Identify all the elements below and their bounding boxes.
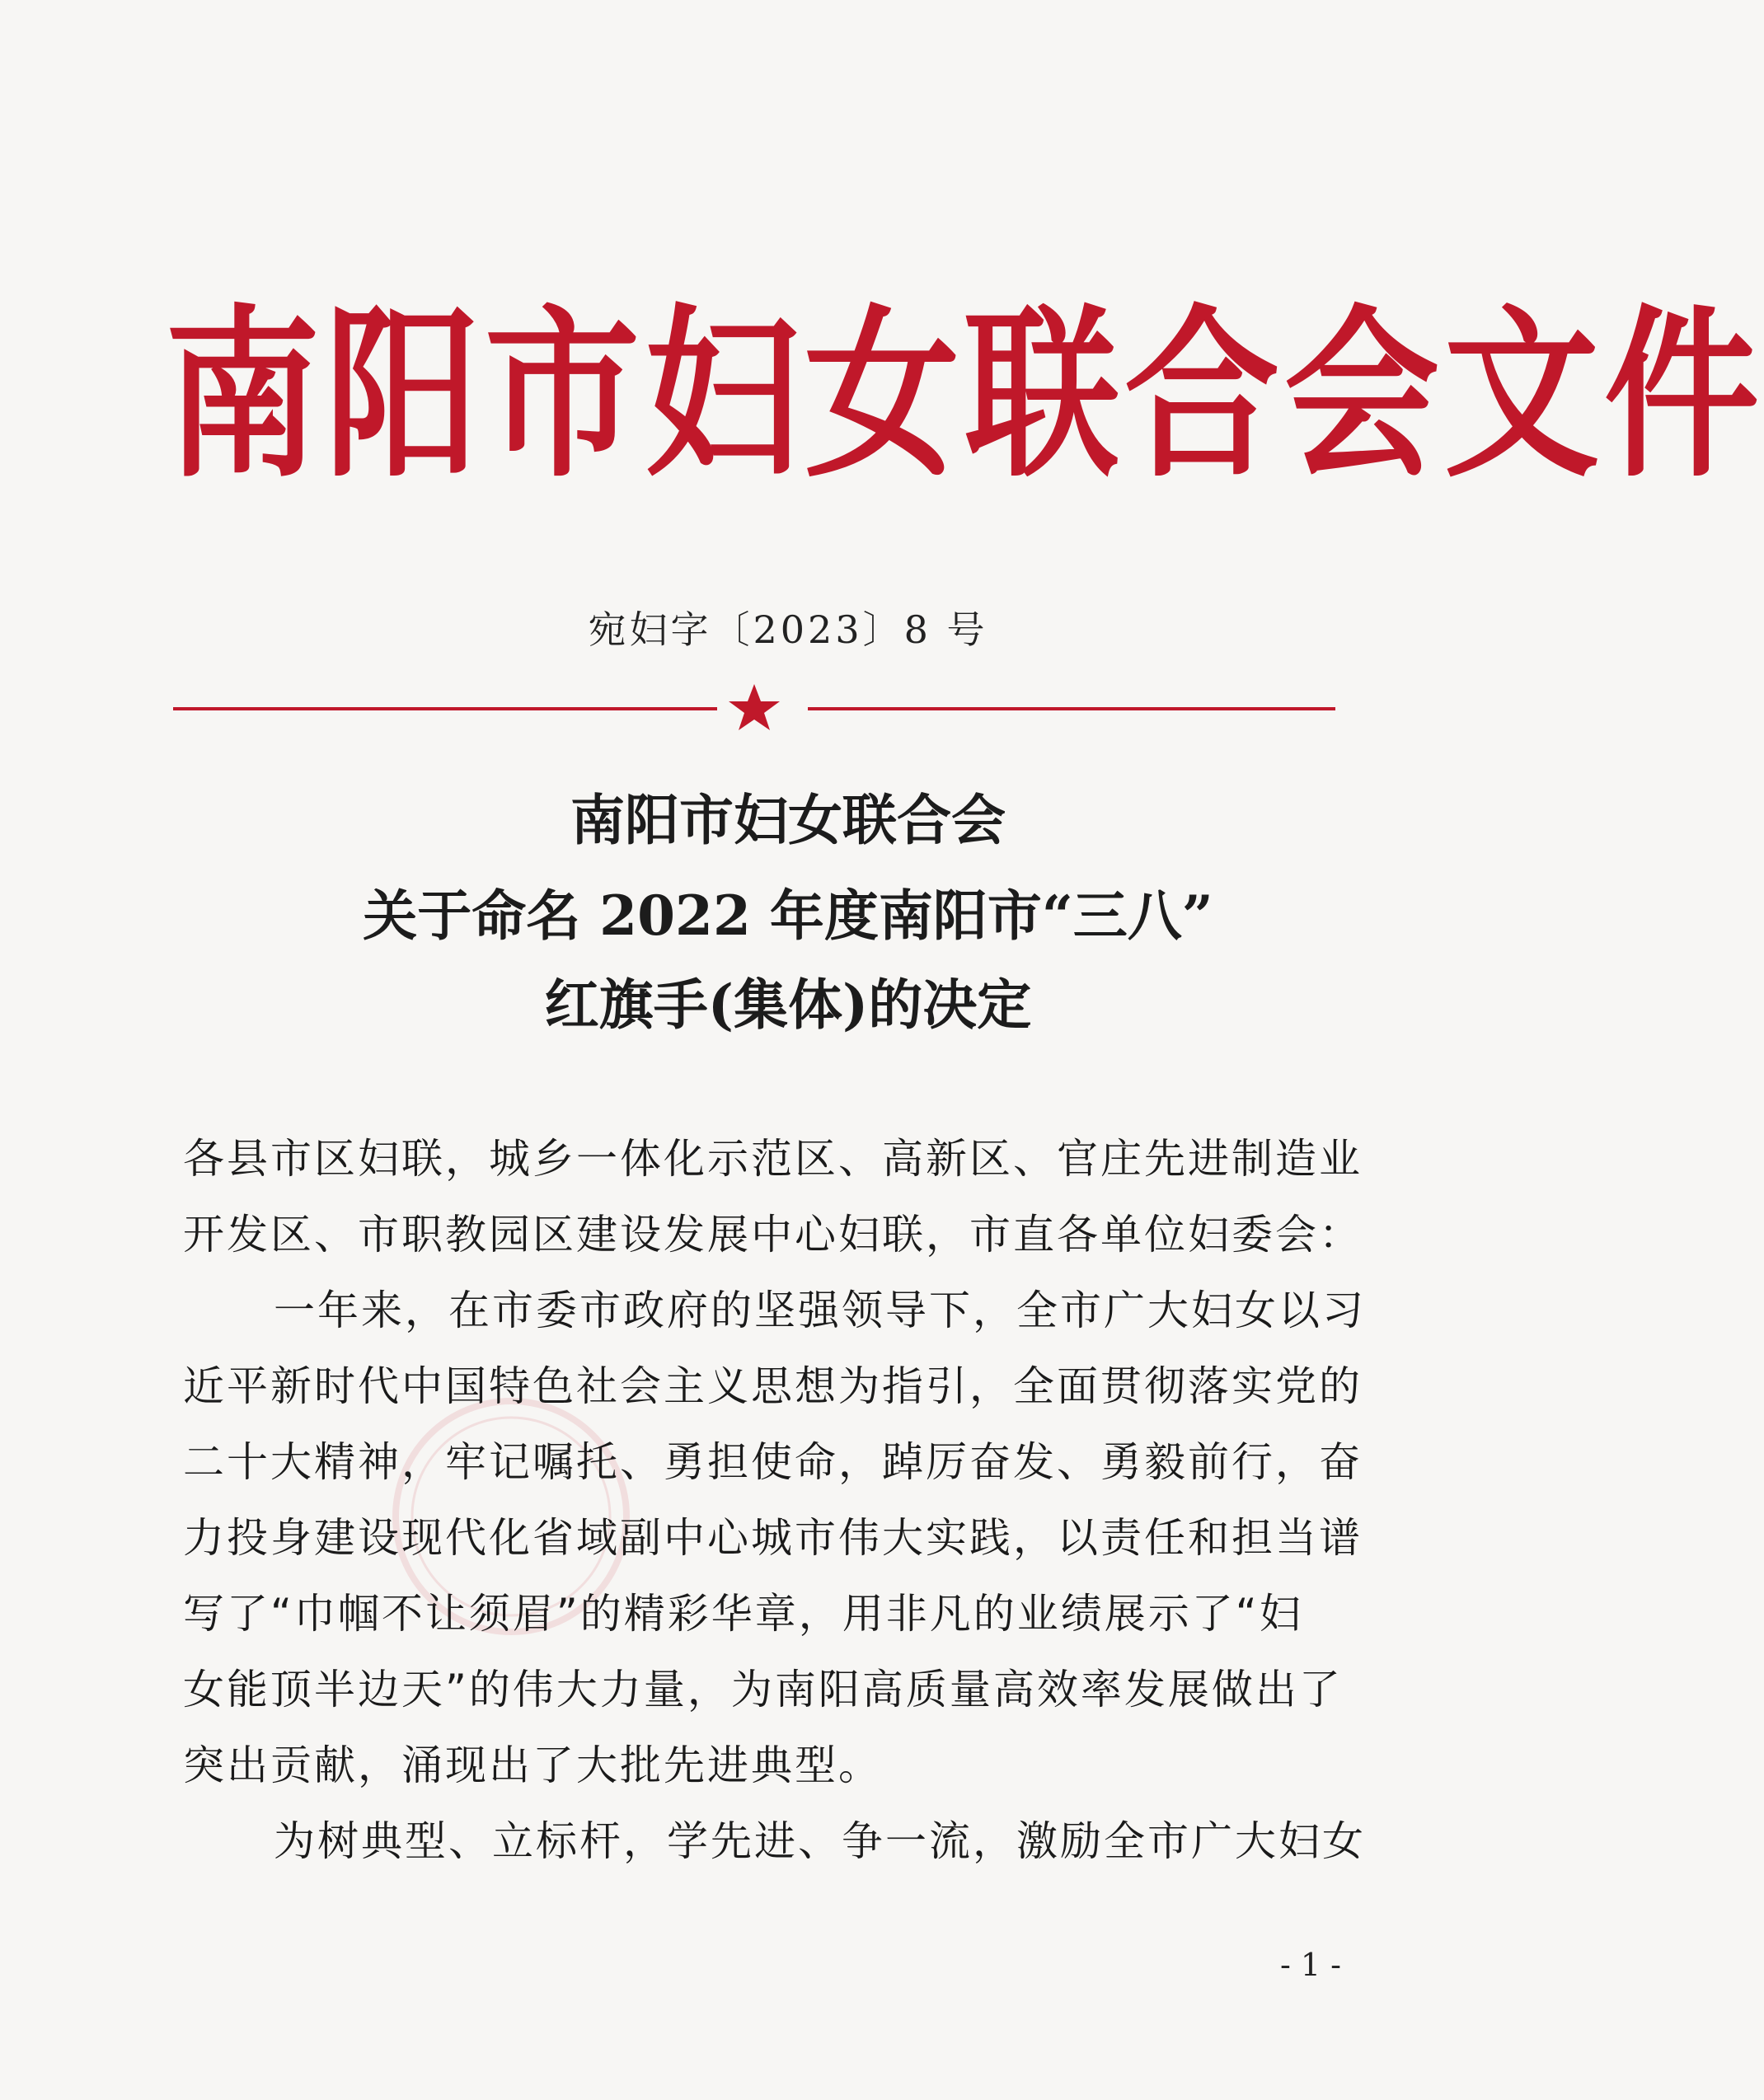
body-line: 二十大精神，牢记嘱托、勇担使命，踔厉奋发、勇毅前行，奋 (183, 1438, 1363, 1486)
divider-line-left (173, 707, 717, 710)
document-number: 宛妇字〔2023〕8 号 (588, 607, 988, 652)
body-line: 力投身建设现代化省域副中心城市伟大实践，以责任和担当谱 (183, 1514, 1363, 1562)
body-line: 近平新时代中国特色社会主义思想为指引，全面贯彻落实党的 (183, 1362, 1363, 1410)
body-line: 突出贡献，涌现出了大批先进典型。 (183, 1741, 882, 1789)
body-line: 为树典型、立标杆，学先进、争一流，激励全市广大妇女 (274, 1817, 1366, 1865)
divider-line-right (808, 707, 1335, 710)
body-text (183, 1121, 1366, 1879)
red-divider (173, 682, 1335, 732)
star-icon (721, 682, 787, 732)
body-line: 开发区、市职教园区建设发展中心妇联，市直各单位妇委会： (183, 1211, 1363, 1259)
decision-title-line-3: 红旗手(集体)的决定 (544, 973, 1032, 1037)
body-line: 各县市区妇联，城乡一体化示范区、高新区、官庄先进制造业 (183, 1135, 1363, 1183)
body-line: 写了“巾帼不让须眉”的精彩华章，用非凡的业绩展示了“妇 (183, 1590, 1303, 1638)
page-number: - 1 - (1279, 1947, 1341, 1983)
body-line: 一年来，在市委市政府的坚强领导下，全市广大妇女以习 (274, 1287, 1366, 1334)
body-line: 女能顶半边天”的伟大力量，为南阳高质量高效率发展做出了 (183, 1666, 1343, 1713)
decision-title-line-1: 南阳市妇女联合会 (570, 788, 1006, 852)
masthead-title: 南阳市妇女联合会文件 (165, 289, 1764, 503)
decision-title-line-2: 关于命名 2022 年度南阳市“三八” (363, 884, 1213, 948)
